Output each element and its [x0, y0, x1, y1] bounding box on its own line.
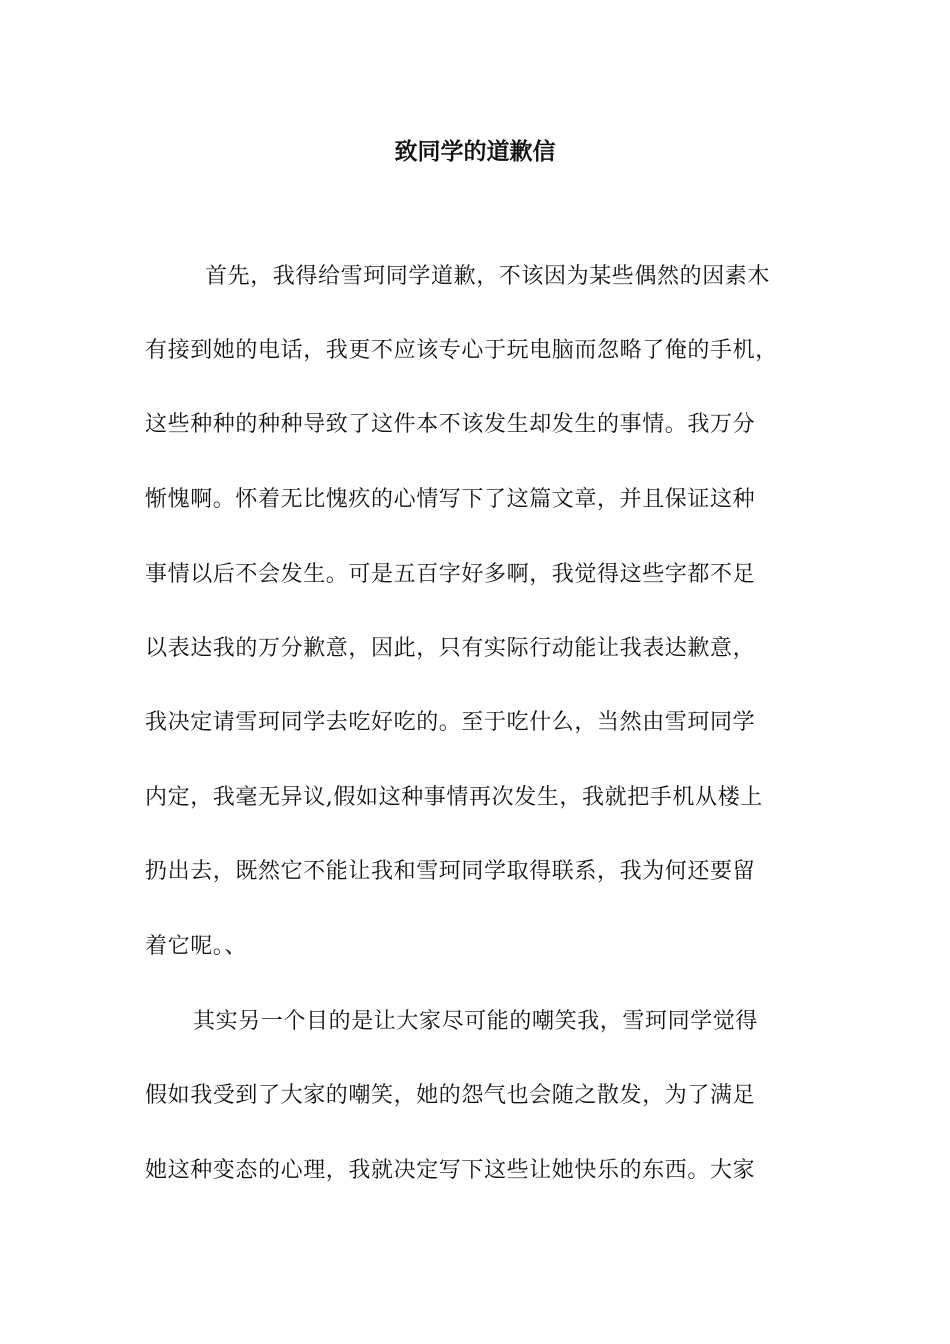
paragraph-1-line-3: 这些种种的种种导致了这件本不该发生却发生的事情。我万分	[145, 412, 756, 437]
paragraph-1-line-8: 内定，我毫无异议,假如这种事情再次发生，我就把手机从楼上	[145, 785, 763, 810]
paragraph-1-line-7: 我决定请雪珂同学去吃好吃的。至于吃什么，当然由雪珂同学	[145, 710, 756, 735]
paragraph-1-line-4: 惭愧啊。怀着无比愧疚的心情写下了这篇文章，并且保证这种	[145, 487, 756, 512]
paragraph-2-line-1: 其实另一个目的是让大家尽可能的嘲笑我，雪珂同学觉得	[193, 1009, 759, 1034]
paragraph-1-line-1: 首先，我得给雪珂同学道歉，不该因为某些偶然的因素木	[205, 264, 771, 289]
paragraph-1-line-2: 有接到她的电话，我更不应该专心于玩电脑而忽略了俺的手机，	[145, 338, 778, 363]
paragraph-1-line-6: 以表达我的万分歉意，因此，只有实际行动能让我表达歉意，	[145, 636, 756, 661]
paragraph-1-line-10: 着它呢。、	[145, 934, 248, 959]
paragraph-1-line-9: 扔出去，既然它不能让我和雪珂同学取得联系，我为何还要留	[145, 859, 756, 884]
paragraph-1-line-5: 事情以后不会发生。可是五百字好多啊，我觉得这些字都不足	[145, 562, 756, 587]
paragraph-2-line-2: 假如我受到了大家的嘲笑，她的怨气也会随之散发，为了满足	[145, 1083, 756, 1108]
paragraph-2-line-3: 她这种变态的心理，我就决定写下这些让她快乐的东西。大家	[145, 1158, 756, 1183]
document-title: 致同学的道歉信	[394, 138, 556, 165]
